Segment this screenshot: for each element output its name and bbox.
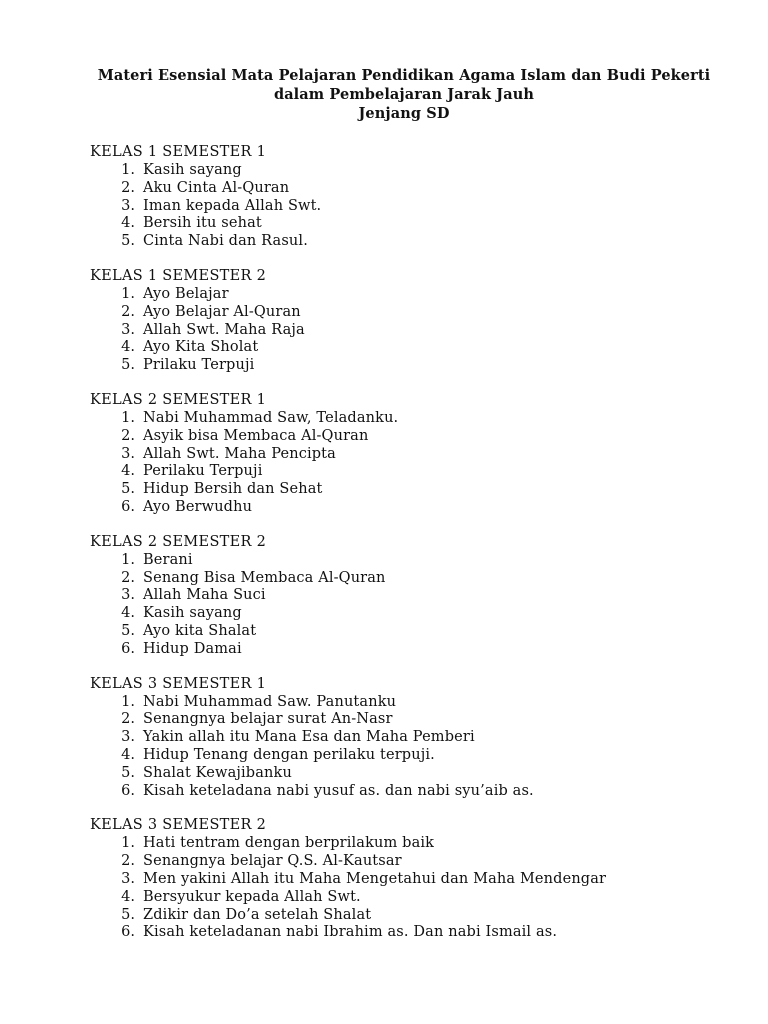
section-kelas-1-semester-1 bbox=[90, 143, 728, 251]
list-item bbox=[90, 286, 728, 304]
list-item bbox=[90, 428, 728, 446]
list-item bbox=[90, 552, 728, 570]
document-title-line-2: dalam Pembelajaran Jarak Jauh bbox=[273, 86, 535, 103]
list-item bbox=[90, 889, 728, 907]
list-item bbox=[90, 924, 728, 942]
section-kelas-3-semester-1 bbox=[90, 675, 728, 801]
list-item-text: Senangnya belajar surat An-Nasr bbox=[143, 711, 393, 728]
list-item-number: 6. bbox=[121, 498, 135, 515]
list-item-text: Bersyukur kepada Allah Swt. bbox=[143, 888, 361, 905]
list-item-text: Prilaku Terpuji bbox=[143, 357, 255, 374]
section-heading: KELAS 1 SEMESTER 2 bbox=[90, 267, 267, 284]
list-item-number: 4. bbox=[121, 888, 135, 905]
list-item-text: Ayo Kita Sholat bbox=[143, 339, 259, 356]
list-item-text: Kasih sayang bbox=[143, 605, 242, 622]
list-item-text: Kisah keteladanan nabi Ibrahim as. Dan nabi Ismail as. bbox=[143, 924, 558, 941]
list-item bbox=[90, 570, 728, 588]
list-item bbox=[90, 198, 728, 216]
list-item bbox=[90, 783, 728, 801]
list-item bbox=[90, 339, 728, 357]
list-item-text: Men yakini Allah itu Maha Mengetahui dan Maha Mendengar bbox=[143, 870, 607, 887]
list-item bbox=[90, 711, 728, 729]
list-item-text: Ayo kita Shalat bbox=[143, 622, 257, 639]
list-item-number: 1. bbox=[121, 409, 135, 426]
list-item-text: Senangnya belajar Q.S. Al-Kautsar bbox=[143, 853, 402, 870]
list-item-number: 3. bbox=[121, 587, 135, 604]
list-item-number: 1. bbox=[121, 551, 135, 568]
list-item-text: Hidup Damai bbox=[143, 640, 242, 657]
topic-list bbox=[90, 835, 728, 942]
section-heading: KELAS 3 SEMESTER 1 bbox=[90, 675, 267, 692]
list-item-text: Yakin allah itu Mana Esa dan Maha Pemberi bbox=[143, 729, 475, 746]
list-item bbox=[90, 587, 728, 605]
document-title-line-3: Jenjang SD bbox=[358, 105, 450, 122]
list-item-text: Perilaku Terpuji bbox=[143, 463, 263, 480]
topic-list bbox=[90, 694, 728, 801]
list-item bbox=[90, 481, 728, 499]
section-kelas-3-semester-2 bbox=[90, 816, 728, 942]
list-item-number: 4. bbox=[121, 463, 135, 480]
list-item-text: Hidup Tenang dengan perilaku terpuji. bbox=[143, 746, 435, 763]
list-item-number: 2. bbox=[121, 853, 135, 870]
list-item-text: Hidup Bersih dan Sehat bbox=[143, 481, 323, 498]
topic-list bbox=[90, 286, 728, 375]
list-item bbox=[90, 322, 728, 340]
list-item bbox=[90, 605, 728, 623]
list-item-number: 1. bbox=[121, 693, 135, 710]
list-item bbox=[90, 499, 728, 517]
list-item bbox=[90, 907, 728, 925]
list-item bbox=[90, 765, 728, 783]
list-item bbox=[90, 215, 728, 233]
list-item-number: 5. bbox=[121, 481, 135, 498]
list-item-text: Senang Bisa Membaca Al-Quran bbox=[143, 569, 386, 586]
list-item bbox=[90, 835, 728, 853]
list-item bbox=[90, 304, 728, 322]
list-item-text: Kasih sayang bbox=[143, 162, 242, 178]
list-item-number: 5. bbox=[121, 906, 135, 923]
list-item-text: Cinta Nabi dan Rasul. bbox=[143, 233, 308, 250]
list-item bbox=[90, 853, 728, 871]
list-item-text: Iman kepada Allah Swt. bbox=[143, 197, 322, 214]
list-item-number: 1. bbox=[121, 162, 135, 178]
list-item bbox=[90, 623, 728, 641]
list-item bbox=[90, 410, 728, 428]
list-item-number: 3. bbox=[121, 445, 135, 462]
section-kelas-1-semester-2 bbox=[90, 267, 728, 375]
section-heading: KELAS 2 SEMESTER 2 bbox=[90, 533, 267, 550]
list-item-number: 5. bbox=[121, 764, 135, 781]
list-item-number: 3. bbox=[121, 729, 135, 746]
list-item-text: Nabi Muhammad Saw, Teladanku. bbox=[143, 409, 399, 426]
list-item-number: 1. bbox=[121, 285, 135, 302]
list-item-number: 1. bbox=[121, 835, 135, 852]
list-item-text: Ayo Belajar Al-Quran bbox=[143, 303, 301, 320]
list-item-text: Asyik bisa Membaca Al-Quran bbox=[143, 427, 369, 444]
topic-list bbox=[90, 410, 728, 517]
list-item-number: 5. bbox=[121, 622, 135, 639]
list-item bbox=[90, 446, 728, 464]
list-item-number: 2. bbox=[121, 179, 135, 196]
list-item-number: 3. bbox=[121, 197, 135, 214]
list-item bbox=[90, 233, 728, 251]
topic-list bbox=[90, 552, 728, 659]
list-item-number: 6. bbox=[121, 640, 135, 657]
list-item-text: Ayo Belajar bbox=[143, 285, 229, 302]
list-item-number: 2. bbox=[121, 569, 135, 586]
section-heading: KELAS 1 SEMESTER 1 bbox=[90, 144, 267, 160]
list-item-text: Shalat Kewajibanku bbox=[143, 764, 292, 781]
section-kelas-2-semester-2 bbox=[90, 533, 728, 659]
list-item bbox=[90, 162, 728, 180]
section-kelas-2-semester-1 bbox=[90, 391, 728, 517]
list-item-number: 6. bbox=[121, 782, 135, 799]
document-title-line-1: Materi Esensial Mata Pelajaran Pendidikan Agama Islam dan Budi Pekerti bbox=[97, 67, 711, 84]
list-item bbox=[90, 641, 728, 659]
topic-list bbox=[90, 162, 728, 251]
section-heading: KELAS 3 SEMESTER 2 bbox=[90, 817, 267, 834]
list-item bbox=[90, 729, 728, 747]
list-item-text: Bersih itu sehat bbox=[143, 215, 262, 232]
list-item-number: 2. bbox=[121, 303, 135, 320]
list-item bbox=[90, 357, 728, 375]
list-item-number: 3. bbox=[121, 321, 135, 338]
list-item-number: 2. bbox=[121, 427, 135, 444]
list-item-text: Allah Swt. Maha Raja bbox=[143, 321, 305, 338]
list-item-text: Allah Maha Suci bbox=[143, 587, 266, 604]
document-content bbox=[90, 143, 728, 942]
list-item-number: 5. bbox=[121, 233, 135, 250]
list-item-number: 4. bbox=[121, 746, 135, 763]
list-item-text: Nabi Muhammad Saw. Panutanku bbox=[143, 693, 397, 710]
list-item-number: 6. bbox=[121, 924, 135, 941]
list-item-text: Allah Swt. Maha Pencipta bbox=[143, 445, 336, 462]
list-item-number: 5. bbox=[121, 357, 135, 374]
list-item-text: Berani bbox=[143, 551, 193, 568]
document-title-block bbox=[80, 66, 728, 123]
section-heading: KELAS 2 SEMESTER 1 bbox=[90, 391, 267, 408]
list-item-text: Zdikir dan Do’a setelah Shalat bbox=[143, 906, 372, 923]
list-item-number: 4. bbox=[121, 215, 135, 232]
list-item-text: Kisah keteladana nabi yusuf as. dan nabi syu’aib as. bbox=[143, 782, 534, 799]
list-item bbox=[90, 747, 728, 765]
list-item-number: 2. bbox=[121, 711, 135, 728]
list-item bbox=[90, 694, 728, 712]
list-item-text: Aku Cinta Al-Quran bbox=[143, 179, 290, 196]
list-item bbox=[90, 180, 728, 198]
list-item-number: 4. bbox=[121, 339, 135, 356]
list-item-number: 4. bbox=[121, 605, 135, 622]
list-item bbox=[90, 463, 728, 481]
list-item bbox=[90, 871, 728, 889]
list-item-text: Ayo Berwudhu bbox=[143, 498, 253, 515]
list-item-number: 3. bbox=[121, 870, 135, 887]
list-item-text: Hati tentram dengan berprilakum baik bbox=[143, 835, 435, 852]
